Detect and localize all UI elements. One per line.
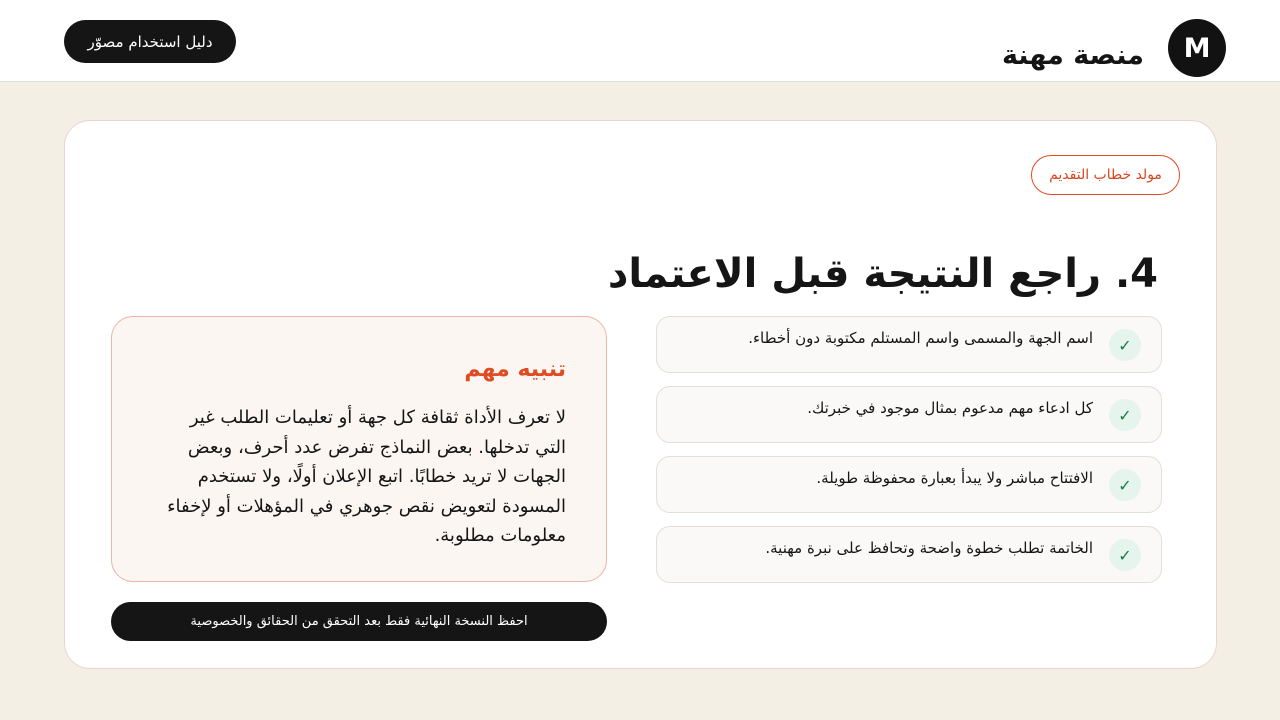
checklist-item [656, 526, 1162, 583]
save-final-button[interactable]: احفظ النسخة النهائية فقط بعد التحقق من الحقائق والخصوصية [111, 602, 607, 641]
visual-guide-button[interactable]: دليل استخدام مصوّر [64, 20, 236, 63]
check-icon: ✓ [1109, 399, 1141, 431]
section-title: 4. راجع النتيجة قبل الاعتماد [607, 251, 1158, 297]
checklist-item-text: الخاتمة تطلب خطوة واضحة وتحافظ على نبرة مهنية. [765, 539, 1093, 557]
checklist-item-text: كل ادعاء مهم مدعوم بمثال موجود في خبرتك. [807, 399, 1093, 417]
checklist-item [656, 456, 1162, 513]
notice-title: تنبيه مهم [464, 357, 566, 382]
notice-body: لا تعرف الأداة ثقافة كل جهة أو تعليمات الطلب غير التي تدخلها. بعض النماذج تفرض عدد أحرف، وبعض الجهات لا تريد خطابًا. اتبع الإعلان أولًا، ولا تستخدم المسودة لتعويض نقص جوهري في المؤهلات أو لإخفاء معلومات مطلوبة. [167, 407, 566, 546]
review-card [64, 120, 1217, 669]
checklist-item-text: الافتتاح مباشر ولا يبدأ بعبارة محفوظة طويلة. [816, 469, 1093, 487]
logo-mark[interactable]: M [1168, 19, 1226, 77]
check-icon: ✓ [1109, 329, 1141, 361]
brand-name[interactable]: منصة مهنة [1001, 40, 1144, 71]
checklist-item [656, 316, 1162, 373]
check-icon: ✓ [1109, 539, 1141, 571]
checklist-item-text: اسم الجهة والمسمى واسم المستلم مكتوبة دون أخطاء. [748, 329, 1093, 347]
checklist-item [656, 386, 1162, 443]
important-notice-box [111, 316, 607, 582]
check-icon: ✓ [1109, 469, 1141, 501]
tool-name-badge: مولد خطاب التقديم [1031, 155, 1180, 195]
top-bar [0, 0, 1280, 82]
